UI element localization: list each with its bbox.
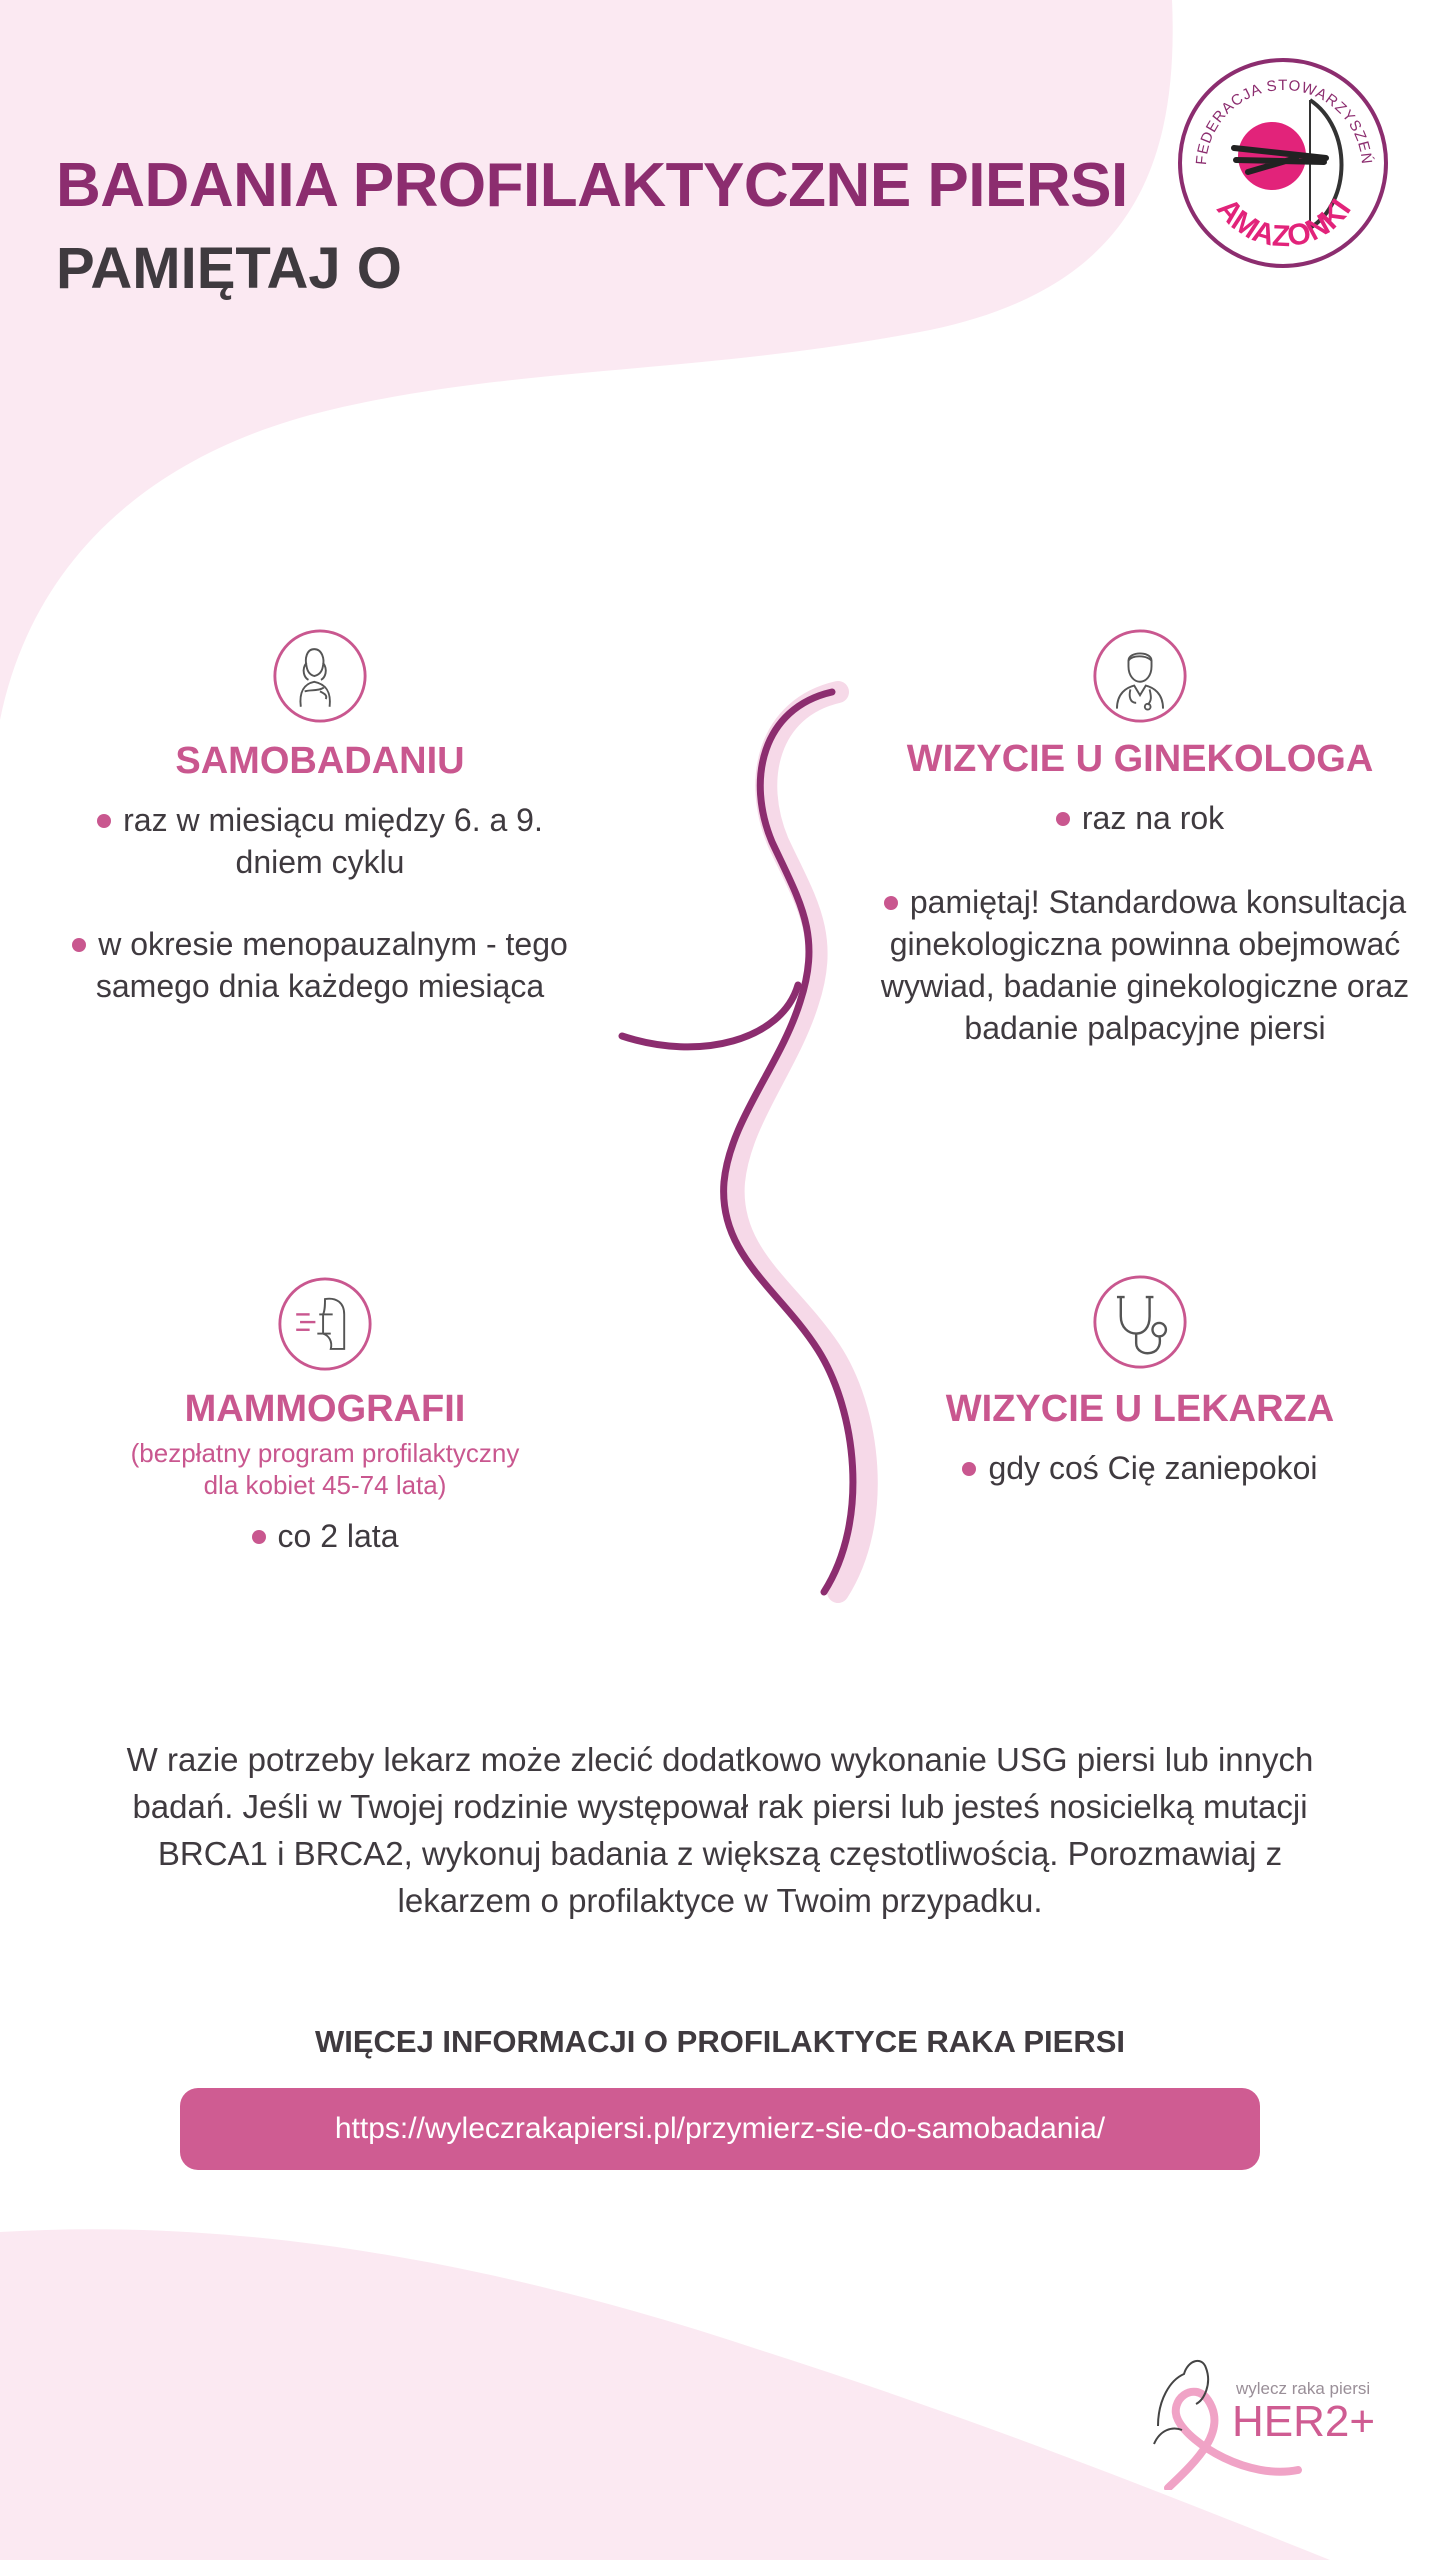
- page-subtitle: PAMIĘTAJ O: [56, 236, 402, 301]
- more-info-link-button[interactable]: https://wyleczrakapiersi.pl/przymierz-sie-do-samobadania/: [180, 2088, 1260, 2170]
- bullet-dot: [252, 1530, 266, 1544]
- silhouette-shadow: [734, 692, 867, 1592]
- list-item: gdy coś Cię zaniepokoi: [850, 1447, 1430, 1489]
- bullet-dot: [884, 896, 898, 910]
- self-exam-heading: SAMOBADANIU: [175, 740, 465, 782]
- section-mammography: [40, 1276, 610, 1557]
- mammography-icon: [277, 1276, 373, 1372]
- amazonki-name: AMAZONKI: [1210, 192, 1358, 254]
- doctor-heading: WIZYCIE U LEKARZA: [945, 1388, 1335, 1430]
- list-item: raz na rok: [850, 797, 1430, 839]
- bullet-dot: [962, 1462, 976, 1476]
- info-paragraph: W razie potrzeby lekarz może zlecić dodatkowo wykonanie USG piersi lub innych badań. Jeśli w Twojej rodzinie występował rak piersi lub jesteś nosicielką mutacji BRCA1 i BRCA2, wykonuj badania z większą częstotliwością. Porozmawiaj z lekarzem o profilaktyce w Twoim przypadku.: [126, 1741, 1314, 1919]
- list-item: pamiętaj! Standardowa konsultacja ginekologiczna powinna obejmować wywiad, badanie ginekologiczne oraz badanie palpacyjne piersi: [880, 884, 1410, 1046]
- top-pink-blob: [0, 0, 1173, 720]
- section-doctor: [850, 1274, 1430, 1489]
- list-item: w okresie menopauzalnym - tego samego dnia każdego miesiąca: [40, 923, 600, 1007]
- mammography-note: (bezpłatny program profilaktyczny dla kobiet 45-74 lata): [130, 1438, 520, 1500]
- list-item: raz w miesiącu między 6. a 9. dniem cyklu: [40, 799, 600, 883]
- woman-self-exam-icon: [272, 628, 368, 724]
- silhouette-breast-curve: [622, 985, 798, 1047]
- doctor-icon: [1092, 628, 1188, 724]
- her2-big-text: HER2+: [1232, 2397, 1376, 2446]
- her2-small-text: wylecz raka piersi: [1236, 2379, 1371, 2398]
- page-title: BADANIA PROFILAKTYCZNE PIERSI: [56, 151, 1128, 220]
- bullet-dot: [72, 938, 86, 952]
- bullet-dot: [1056, 812, 1070, 826]
- section-gynecologist: [850, 628, 1440, 1049]
- more-info-heading: WIĘCEJ INFORMACJI O PROFILAKTYCE RAKA PIERSI: [314, 2024, 1126, 2059]
- amazonki-arc-text: FEDERACJA STOWARZYSZEŃ: [1192, 76, 1376, 166]
- stethoscope-icon: [1092, 1274, 1188, 1370]
- mammography-heading: MAMMOGRAFII: [184, 1388, 466, 1430]
- list-item: co 2 lata: [40, 1515, 610, 1557]
- section-self-exam: [40, 628, 600, 1007]
- amazonki-logo: [1176, 56, 1390, 270]
- bottom-pink-blob: [0, 2229, 1330, 2560]
- her2-logo: [1138, 2340, 1388, 2490]
- bullet-dot: [97, 814, 111, 828]
- gynecologist-heading: WIZYCIE U GINEKOLOGA: [906, 738, 1374, 780]
